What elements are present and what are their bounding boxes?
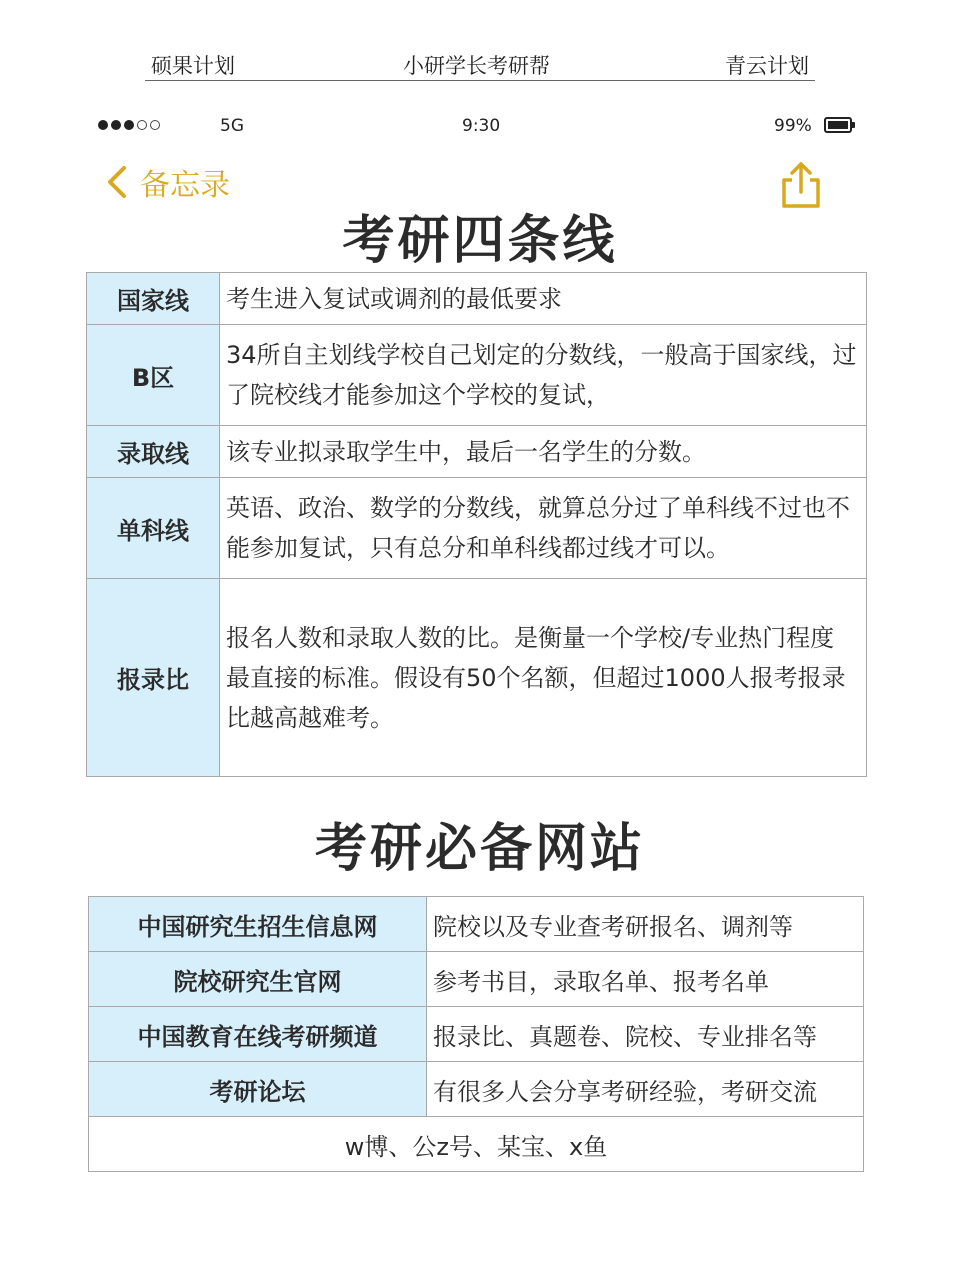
- website-description: 院校以及专业查考研报名、调剂等: [427, 897, 864, 952]
- signal-strength-icon: [98, 120, 160, 130]
- websites-table: [88, 896, 864, 1172]
- website-name: 院校研究生官网: [89, 952, 427, 1007]
- chevron-left-icon: [104, 164, 130, 200]
- network-type: 5G: [220, 116, 244, 136]
- row-description: 英语、政治、数学的分数线，就算总分过了单科线不过也不能参加复试，只有总分和单科线都过线才可以。: [220, 478, 867, 579]
- row-label: 单科线: [87, 478, 220, 579]
- website-description: 有很多人会分享考研经验，考研交流: [427, 1062, 864, 1117]
- signal-dot: [137, 120, 147, 130]
- clock-time: 9:30: [462, 116, 501, 136]
- section-title-websites: 考研必备网站: [314, 819, 645, 879]
- row-description: 报名人数和录取人数的比。是衡量一个学校/专业热门程度最直接的标准。假设有50个名额，但超过1000人报考报录比越高越难考。: [220, 579, 867, 777]
- four-lines-table: [86, 272, 867, 777]
- table-row: [87, 426, 867, 478]
- website-description: 报录比、真题卷、院校、专业排名等: [427, 1007, 864, 1062]
- row-label: 录取线: [87, 426, 220, 478]
- website-name: 中国教育在线考研频道: [89, 1007, 427, 1062]
- row-description: 34所自主划线学校自己划定的分数线，一般高于国家线，过了院校线才能参加这个学校的复试，: [220, 325, 867, 426]
- table-row: [87, 325, 867, 426]
- section-title-four-lines: 考研四条线: [342, 211, 618, 271]
- row-description: 考生进入复试或调剂的最低要求: [220, 273, 867, 325]
- table-row: [87, 478, 867, 579]
- social-platforms: w博、公z号、某宝、x鱼: [89, 1117, 864, 1172]
- row-label: 国家线: [87, 273, 220, 325]
- row-description: 该专业拟录取学生中，最后一名学生的分数。: [220, 426, 867, 478]
- top-header: [145, 48, 815, 81]
- table-row: [87, 579, 867, 777]
- signal-dot: [98, 120, 108, 130]
- signal-dot: [111, 120, 121, 130]
- header-center-text: 小研学长考研帮: [403, 54, 550, 78]
- battery-icon: [824, 117, 852, 133]
- header-right-text: 青云计划: [725, 54, 809, 78]
- table-row: [89, 1062, 864, 1117]
- table-row: [89, 897, 864, 952]
- status-bar: [98, 112, 860, 142]
- table-row: [87, 273, 867, 325]
- header-left-text: 硕果计划: [151, 54, 235, 78]
- table-row: [89, 1117, 864, 1172]
- battery-percentage: 99%: [774, 116, 812, 136]
- signal-dot: [150, 120, 160, 130]
- website-description: 参考书目，录取名单、报考名单: [427, 952, 864, 1007]
- website-name: 中国研究生招生信息网: [89, 897, 427, 952]
- row-label: B区: [87, 325, 220, 426]
- battery-fill: [828, 121, 848, 129]
- signal-dot: [124, 120, 134, 130]
- table-row: [89, 952, 864, 1007]
- website-name: 考研论坛: [89, 1062, 427, 1117]
- back-button-label: 备忘录: [140, 168, 230, 203]
- table-row: [89, 1007, 864, 1062]
- row-label: 报录比: [87, 579, 220, 777]
